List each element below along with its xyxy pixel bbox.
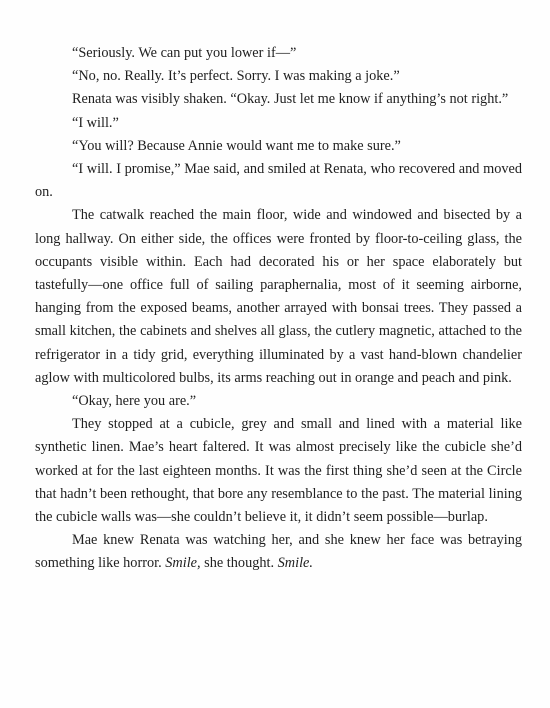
paragraph-text: “I will.” xyxy=(72,114,119,131)
paragraph-text: They stopped at a cubicle, grey and small and lined with a material like synthetic linen. Mae’s heart faltered. It was almost precisely like the cubicle she’d worked at for the last eighteen months. It was the first thing she’d seen at the Circle that hadn’t been rethought, that bore any resemblance to the past. The material lining the cubicle walls was—she couldn’t believe it, it didn’t seem possible—burlap. xyxy=(35,416,522,526)
paragraph-text: “You will? Because Annie would want me to make sure.” xyxy=(72,137,401,154)
italic-smile-2: Smile. xyxy=(277,555,313,572)
paragraph-text: Mae knew Renata was watching her, and she knew her face was betraying something like horror. xyxy=(35,532,522,572)
paragraph-dialogue-i-will xyxy=(35,112,522,135)
paragraph-dialogue-seriously xyxy=(35,42,522,65)
paragraph-mae-promise xyxy=(35,158,522,204)
paragraph-text: she thought. xyxy=(200,555,278,572)
paragraph-renata-shaken xyxy=(35,88,522,111)
paragraph-text: “No, no. Really. It’s perfect. Sorry. I was making a joke.” xyxy=(72,68,400,85)
paragraph-catwalk xyxy=(35,204,522,390)
paragraph-dialogue-you-will xyxy=(35,135,522,158)
paragraph-cubicle xyxy=(35,413,522,529)
paragraph-text: “Seriously. We can put you lower if—” xyxy=(72,45,297,61)
paragraph-text: “I will. I promise,” Mae said, and smiled at Renata, who recovered and moved on. xyxy=(35,161,522,201)
paragraph-text: “Okay, here you are.” xyxy=(72,393,197,410)
paragraph-dialogue-no-no xyxy=(35,65,522,88)
paragraph-text: The catwalk reached the main floor, wide and windowed and bisected by a long hallway. On either side, the offices were fronted by floor-to-ceiling glass, the occupants visible within. Each had decorated his or her space elaborately but tastefully—one office full of sailing paraphernalia, most of it seeming airborne, hanging from the exposed beams, another arrayed with bonsai trees. They passed a small kitchen, the cabinets and shelves all glass, the cutlery magnetic, attached to the refrigerator in a tidy grid, everything illuminated by a vast hand-blown chandelier aglow with multicolored bulbs, its arms reaching out in orange and peach and pink. xyxy=(35,207,522,386)
paragraph-text: Renata was visibly shaken. “Okay. Just let me know if anything’s not right.” xyxy=(72,91,509,108)
paragraph-mae-smile xyxy=(35,529,522,575)
italic-smile-1: Smile, xyxy=(165,555,201,572)
paragraph-dialogue-here-you-are xyxy=(35,390,522,413)
